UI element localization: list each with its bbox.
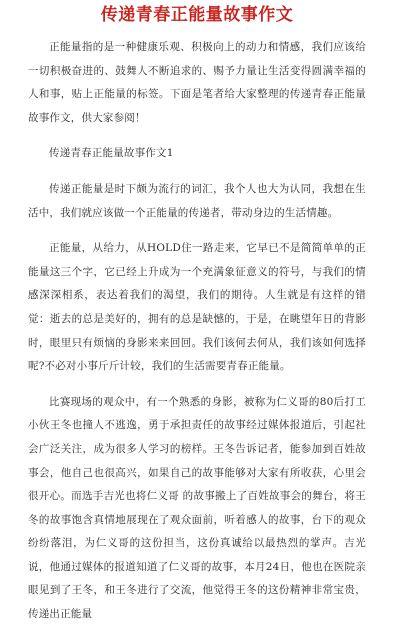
paragraph-spacer	[28, 379, 366, 391]
paragraph-spacer	[28, 225, 366, 237]
body-paragraph: 传递正能量是时下颇为流行的词汇，我个人也大为认同，我想在生活中，我们就应该做一个正能量的传递者，带动身边的生活情趣。	[28, 182, 366, 219]
body-paragraph: 比赛现场的观众中，有一个熟悉的身影，被称为仁义哥的80后打工小伙王冬也撞人不逃逸，勇于承担责任的故事经过媒体报道后，引起社会广泛关注，成为很多人学习的榜样。王冬告诉记者，能参加到百姓故事会，他自己也很高兴，如果自己的故事能够对大家有所收获，心里会很开心。而选手吉光也将仁义哥 的故事搬上了百姓故事会的舞台，将王冬的故事饱含真情地展现在了观众面前，听着感人的故事，台下的观众纷纷落泪，为仁义哥的这份担当，这份真诚给以最热烈的掌声。吉光说，他通过媒体的报道知道了仁义哥的故事，本月24日，他也在医院亲眼见到了王冬，和王冬进行了交流，他觉得王冬的这份精神非常宝贵，传递出正能量	[28, 395, 366, 621]
essay-heading: 传递青春正能量故事作文1	[49, 147, 174, 160]
body-paragraph: 正能量，从给力，从HOLD住一路走来，它早已不是简简单单的正能量这三个字，它已经上升成为一个充满象征意义的符号，与我们的情感深深相系，表达着我们的渴望，我们的期待。人生就是有这样的错觉：逝去的总是美好的，拥有的总是缺憾的，于是，在眺望年日的背影时，眼里只有烦恼的身影来来回回。我们该何去何从，我们该如何选择呢?不必对小事斤斤计较，我们的生活需要青春正能量。	[28, 242, 366, 373]
intro-paragraph: 正能量指的是一种健康乐观、积极向上的动力和情感，我们应该给一切积极奋进的、鼓舞人不断追求的、赐予力量让生活变得圆满幸福的人和事，贴上正能量的标签。下面是笔者给大家整理的传递青春正能量故事作文，供大家参阅！	[28, 41, 366, 124]
paragraph-spacer	[28, 130, 366, 142]
paragraph-spacer	[28, 166, 366, 178]
document-body	[28, 36, 366, 627]
document-title: 传递青春正能量故事作文	[100, 5, 294, 25]
